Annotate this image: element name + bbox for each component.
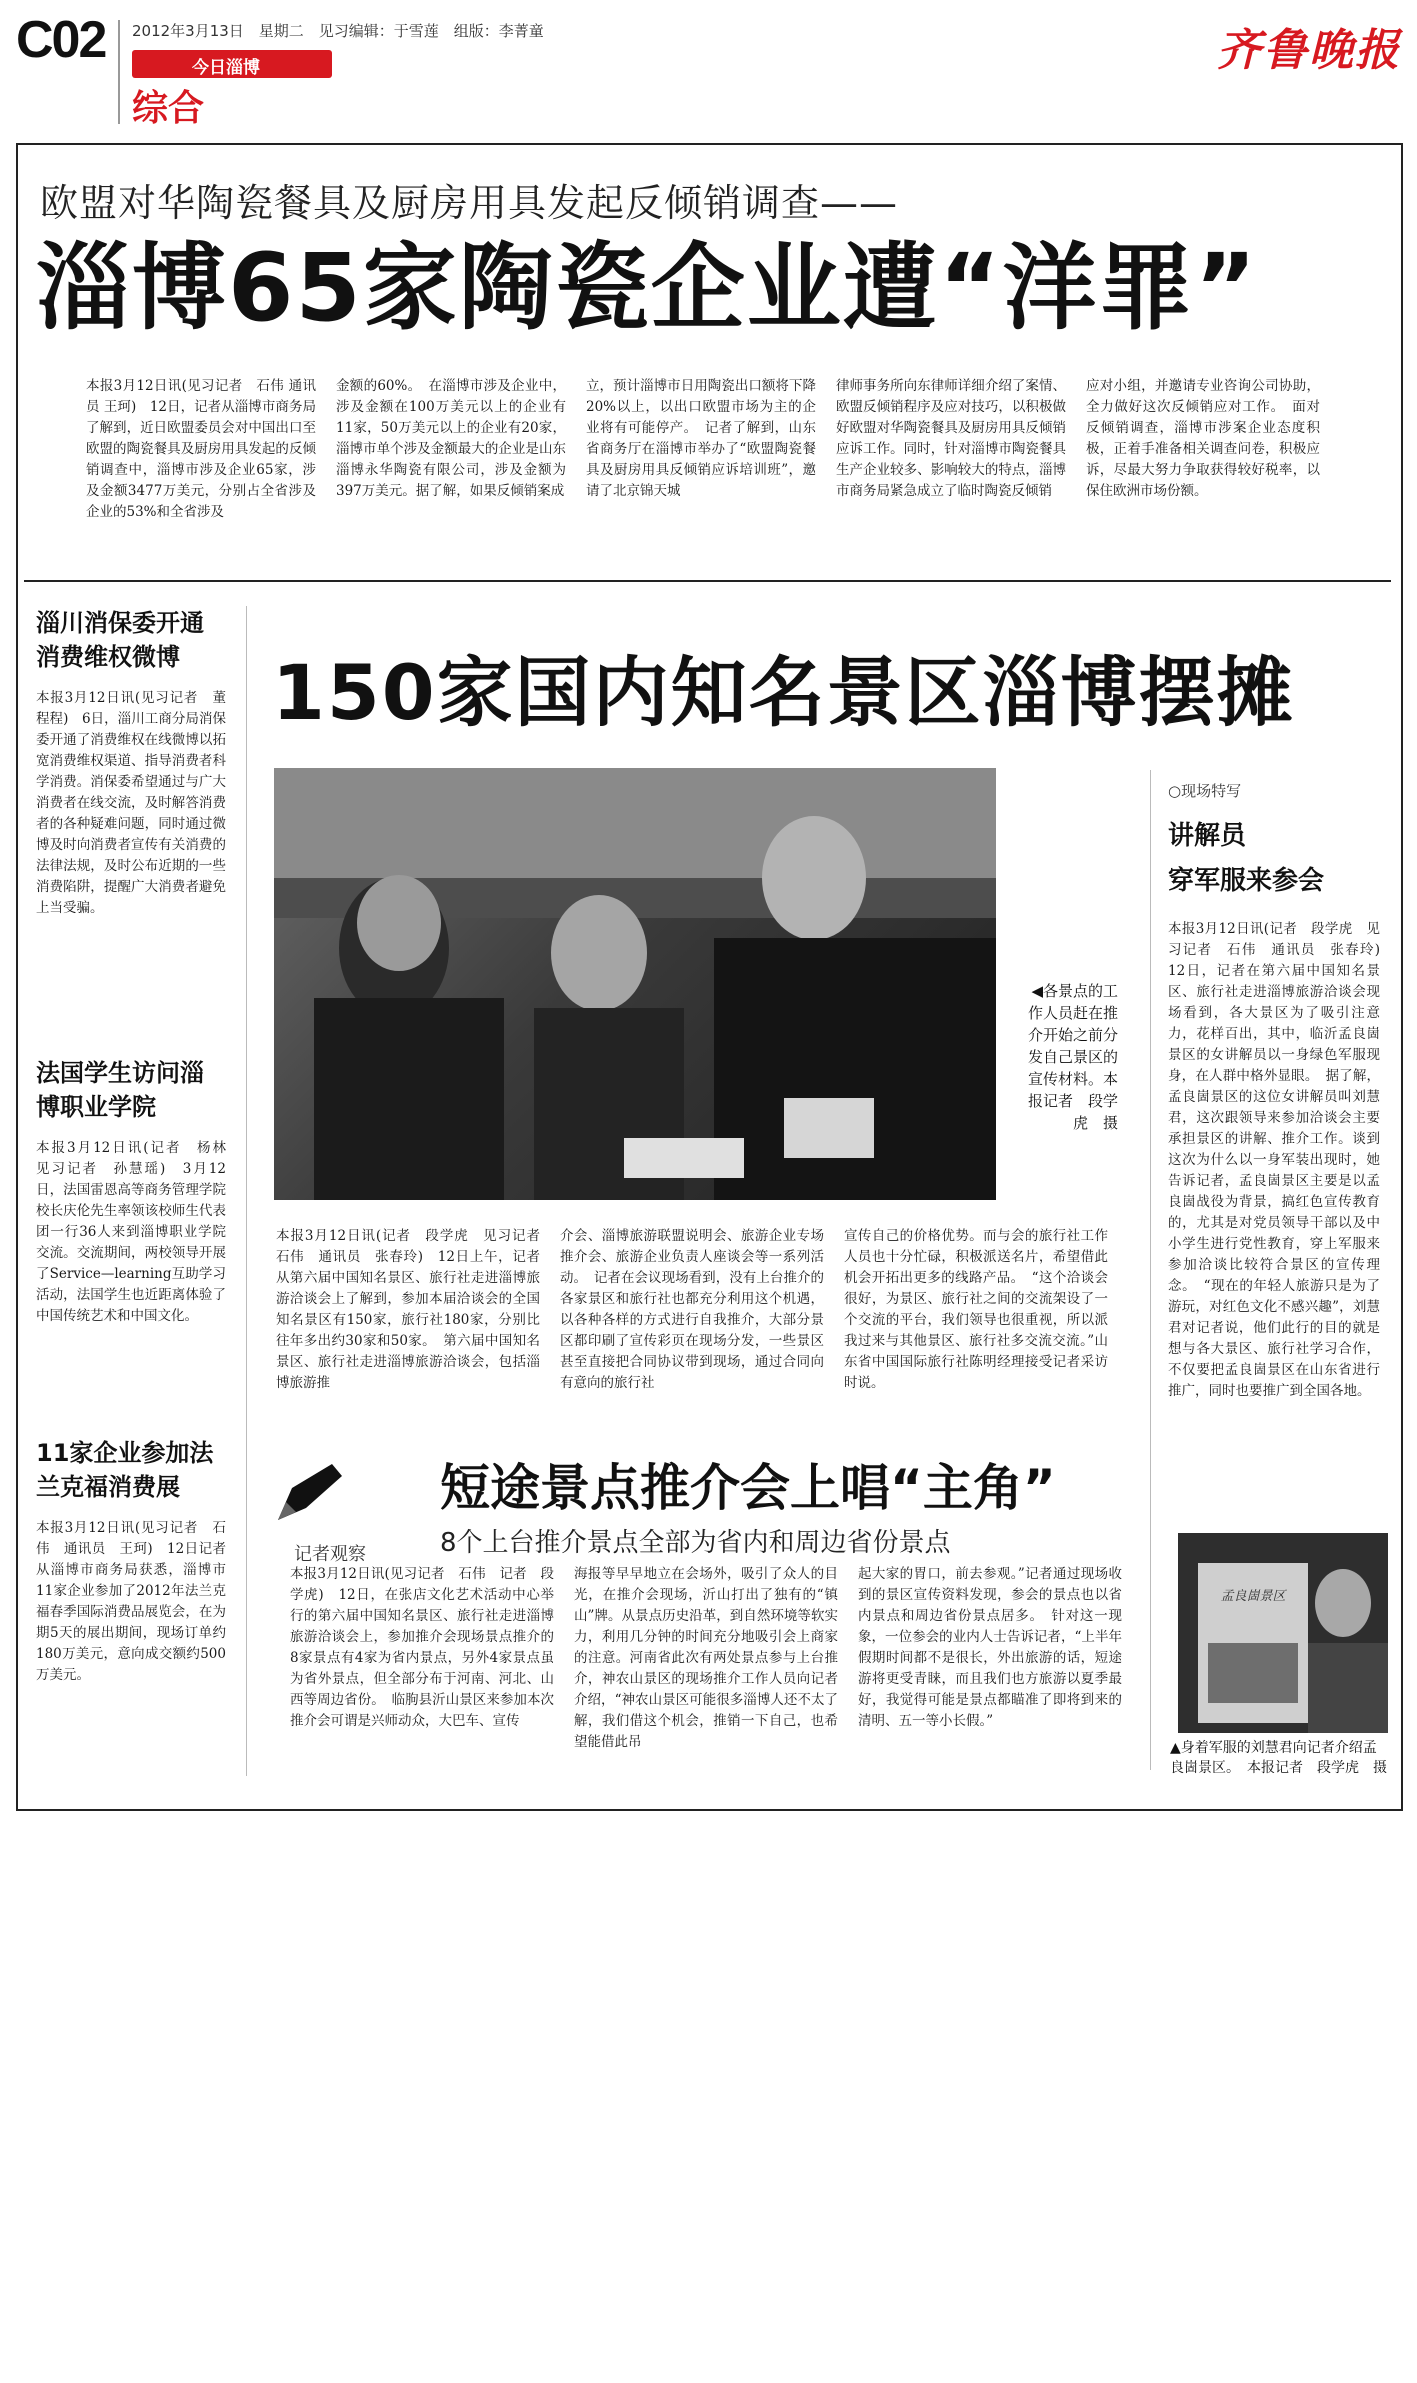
feature xyxy=(1168,780,1394,1402)
story1-col-5: 应对小组，并邀请专业咨询公司协助，全力做好这次反倾销应对工作。 面对反倾销调查，淄博市涉案企业态度积极，正着手准备相关调查问卷，积极应诉，尽最大努力争取获得较好税率，以保住欧洲市场份额。 xyxy=(1086,378,1320,499)
story3-icon xyxy=(264,1458,394,1568)
sidebar-item-body: 本报3月12日讯(记者 杨林 见习记者 孙慧瑶) 3月12日，法国雷恩高等商务管理学院校长庆伦先生率领该校师生代表团一行36人来到淄博职业学院交流。交流期间，两校领导开展了Service—learning互助学习活动，法国学生也近距离体验了中国传统艺术和中国文化。 xyxy=(36,1140,240,1324)
story1-col-4: 律师事务所向东律师详细介绍了案情、欧盟反倾销程序及应对技巧，以积极做好欧盟对华陶瓷餐具及厨房用具反倾销应诉工作。同时，针对淄博市陶瓷餐具生产企业较多、影响较大的特点，淄博市商务局紧急成立了临时陶瓷反倾销 xyxy=(836,378,1066,499)
feature-photo-book-title: 孟良崮景区 xyxy=(1220,1589,1286,1604)
pen-icon xyxy=(270,1458,350,1528)
sidebar-item xyxy=(36,1436,226,1686)
story1-col-2: 金额的60%。 在淄博市涉及企业中，涉及金额在100万美元以上的企业有11家，50万美元以上的企业有20家，淄博市单个涉及金额最大的企业是山东淄博永华陶瓷有限公司，涉及金额为397万美元。据了解，如果反倾销案成 xyxy=(336,378,566,499)
story1-col-3: 立，预计淄博市日用陶瓷出口额将下降20%以上，以出口欧盟市场为主的企业将有可能停产。 记者了解到，山东省商务厅在淄博市举办了“欧盟陶瓷餐具及厨房用具反倾销应诉培训班”，邀请了北京锦天城 xyxy=(586,378,816,499)
story2-col-2: 介会、淄博旅游联盟说明会、旅游企业专场推介会、旅游企业负责人座谈会等一系列活动。 记者在会议现场看到，没有上台推介的各家景区和旅行社也都充分利用这个机遇，以各种各样的方式进行自我推介，大部分景区都印刷了宣传彩页在现场分发，一些景区甚至直接把合同协议带到现场，通过合同向有意向的旅行社 xyxy=(560,1228,824,1391)
newspaper-logo: 齐鲁晚报 xyxy=(1217,25,1401,76)
story1-col-1: 本报3月12日讯(见习记者 石伟 通讯员 王珂) 12日，记者从淄博市商务局了解到，近日欧盟委员会对中国出口至欧盟的陶瓷餐具及厨房用具发起的反倾销调查中，淄博市涉及企业65家，涉及金额3477万美元，分别占全省涉及企业的53%和全省涉及 xyxy=(86,378,316,520)
feature-body: 本报3月12日讯(记者 段学虎 见习记者 石伟 通讯员 张春玲) 12日，记者在第六届中国知名景区、旅行社走进淄博旅游洽谈会现场看到，各大景区为了吸引注意力，花样百出，其中，临沂孟良崮景区的女讲解员以一身绿色军服现身，在人群中格外显眼。 据了解，孟良崮景区的这位女讲解员叫刘慧君，这次跟领导来参加洽谈会主要承担景区的讲解、推介工作。谈到这次为什么以一身军装出现时，她告诉记者，孟良崮景区主要是以孟良崮战役为背景，搞红色宣传教育的，尤其是对党员领导干部以及中小学生进行党性教育，穿上军服来参加洽谈比较符合景区的宣传理念。 “现在的年轻人旅游只是为了游玩，对红色文化不感兴趣”，刘慧君对记者说，他们此行的目的就是想与各大景区、旅行社学习合作，不仅要把孟良崮景区在山东省进行推广，同时也要推广到全国各地。 xyxy=(1168,921,1394,1399)
section-tag-label: 今日淄博 xyxy=(192,58,260,78)
header-meta: 2012年3月13日 星期二 见习编辑：于雪莲 组版：李菁童 xyxy=(132,22,544,40)
sidebar-item-title: 法国学生访问淄博职业学院 xyxy=(36,1059,204,1121)
feature-title-1: 讲解员 xyxy=(1168,821,1247,851)
sidebar-item-body: 本报3月12日讯(见习记者 董程程) 6日，淄川工商分局消保委开通了消费维权在线微博以拓宽消费维权渠道、指导消费者科学消费。消保委希望通过与广大消费者在线交流，及时解答消费者的各种疑难问题，同时通过微博及时向消费者宣传有关消费的法律法规，及时公布近期的一些消费陷阱，提醒广大消费者避免上当受骗。 xyxy=(36,690,226,916)
sidebar-item-title: 淄川消保委开通消费维权微博 xyxy=(36,609,204,671)
story3-body xyxy=(290,1564,1130,1804)
story1-body xyxy=(86,376,1320,556)
story2-photo-caption: ◀各景点的工作人员赶在推介开始之前分发自己景区的宣传材料。本报记者 段学虎 摄 xyxy=(1027,982,1118,1132)
story2-title: 150家国内知名景区淄博摆摊 xyxy=(272,648,1295,737)
sidebar-item xyxy=(36,1056,240,1327)
section-title: 综合 xyxy=(132,88,205,129)
story2-col-1: 本报3月12日讯(记者 段学虎 见习记者 石伟 通讯员 张春玲) 12日上午，记者从第六届中国知名景区、旅行社走进淄博旅游洽谈会上了解到，参加本届洽谈会的全国知名景区有150家，旅行社180家，分别比往年多出约30家和50家。 第六届中国知名景区、旅行社走进淄博旅游洽谈会，包括淄博旅游推 xyxy=(276,1228,554,1391)
feature-photo xyxy=(1178,1533,1388,1733)
story2-col-3: 宣传自己的价格优势。而与会的旅行社工作人员也十分忙碌，积极派送名片，希望借此机会开拓出更多的线路产品。 “这个洽谈会很好，为景区、旅行社之间的交流架设了一个交流的平台，我们领导也很重视，所以派我过来与其他景区、旅行社多交流交流。”山东省中国国际旅行社陈明经理接受记者采访时说。 xyxy=(844,1228,1108,1391)
feature-photo-figure xyxy=(1178,1533,1388,1733)
story2-body xyxy=(276,1226,1116,1446)
story1-title: 淄博65家陶瓷企业遭“洋罪” xyxy=(36,234,1259,343)
sidebar-rule xyxy=(246,606,247,1776)
sidebar xyxy=(36,606,240,1786)
header-divider xyxy=(118,20,120,124)
feature-title-2: 穿军服来参会 xyxy=(1168,866,1325,896)
sidebar-item-body: 本报3月12日讯(见习记者 石伟 通讯员 王珂) 12日记者从淄博市商务局获悉，淄博市11家企业参加了2012年法兰克福春季国际消费品展览会，在为期5天的展出期间，现场订单约180万美元，意向成交额约500万美元。 xyxy=(36,1520,226,1683)
sidebar-item xyxy=(36,606,226,919)
section-tag xyxy=(132,50,332,78)
story2-photo-figures xyxy=(274,768,996,1200)
sidebar-item-title: 11家企业参加法兰克福消费展 xyxy=(36,1439,214,1501)
story3-subtitle: 8个上台推介景点全部为省内和周边省份景点 xyxy=(440,1528,951,1558)
feature-rule xyxy=(1150,770,1151,1770)
story3-title: 短途景点推介会上唱“主角” xyxy=(440,1459,1056,1517)
page-code: C02 xyxy=(16,11,106,69)
feature-tag: ○现场特写 xyxy=(1168,782,1242,800)
story1-subtitle: 欧盟对华陶瓷餐具及厨房用具发起反倾销调查—— xyxy=(40,181,899,225)
story3-icon-label: 记者观察 xyxy=(294,1544,366,1565)
feature-caption: ▲身着军服的刘慧君向记者介绍孟良崮景区。 本报记者 段学虎 摄 xyxy=(1170,1740,1387,1776)
story3-col-3: 起大家的胃口，前去参观。”记者通过现场收到的景区宣传资料发现，参会的景点也以省内景点和周边省份景点居多。 针对这一现象，一位参会的业内人士告诉记者，“上半年假期时间都不是很长，外出旅游的话，短途游将更受青睐，而且我们也方旅游以夏季最好，我觉得可能是景点都瞄准了即将到来的清明、五一等小长假。” xyxy=(858,1566,1122,1729)
story3-col-1: 本报3月12日讯(见习记者 石伟 记者 段学虎) 12日，在张店文化艺术活动中心举行的第六届中国知名景区、旅行社走进淄博旅游洽谈会上，参加推介会现场景点推介的8家景点有4家为省内景点，另外4家景点虽为省外景点，但全部分布于河南、河北、山西等周边省份。 临朐县沂山景区来参加本次推介会可谓是兴师动众，大巴车、宣传 xyxy=(290,1566,554,1729)
page-header xyxy=(16,11,1401,132)
section-divider xyxy=(24,580,1391,582)
story2-photo xyxy=(274,768,996,1200)
story3-col-2: 海报等早早地立在会场外，吸引了众人的目光，在推介会现场，沂山打出了独有的“镇山”牌。从景点历史沿革，到自然环境等软实力，利用几分钟的时间充分地吸引会上商家的注意。河南省此次有两处景点参与上台推介，神农山景区的现场推介工作人员向记者介绍，“神农山景区可能很多淄博人还不太了解，我们借这个机会，推销一下自己，也希望能借此吊 xyxy=(574,1566,838,1750)
